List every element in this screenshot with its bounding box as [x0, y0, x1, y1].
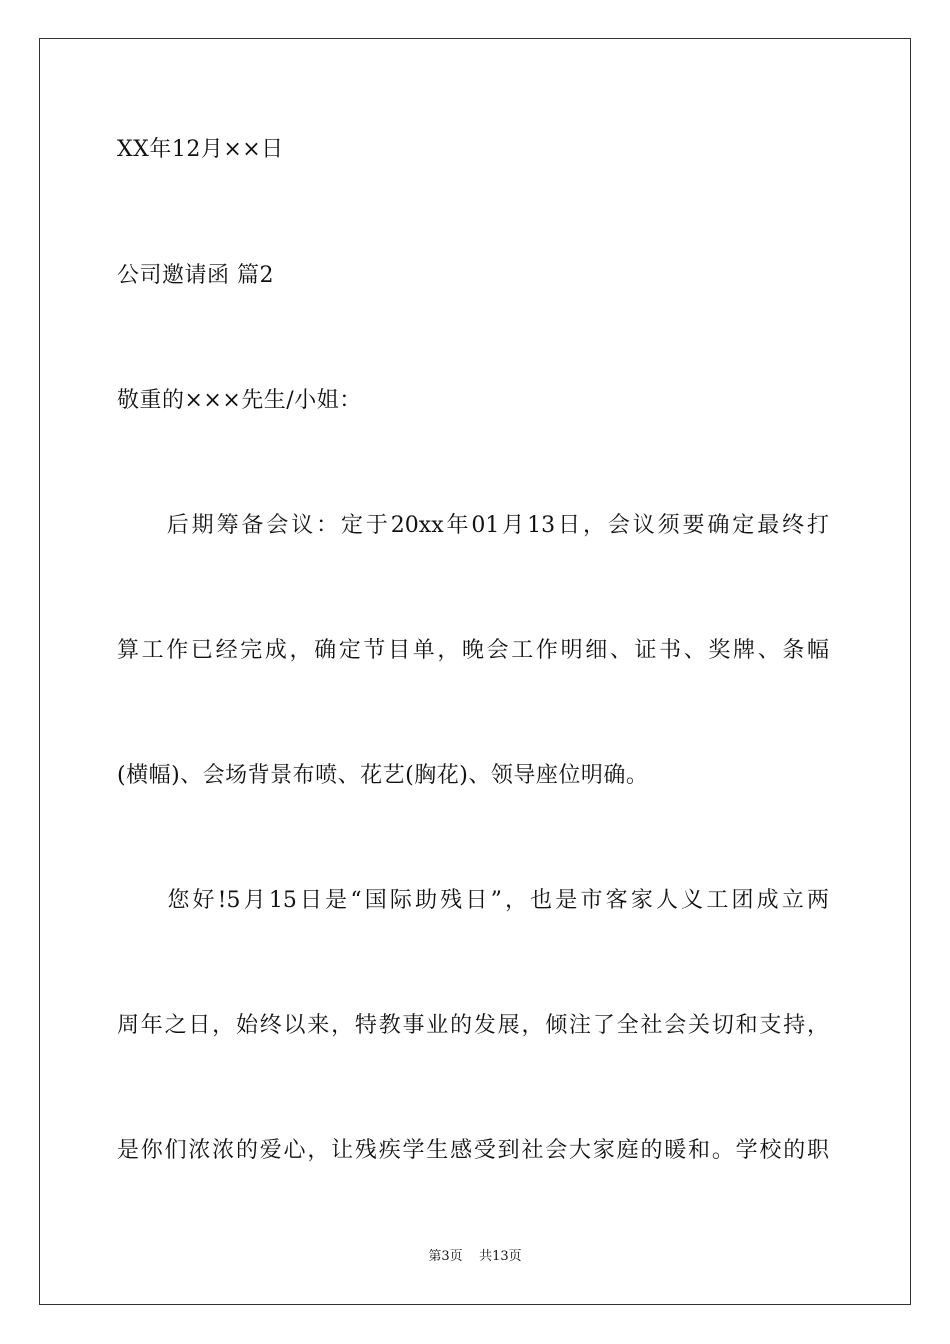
- date-line: XX年12月××日: [117, 137, 284, 162]
- section-heading: 公司邀请函 篇2: [117, 263, 274, 288]
- salutation: 敬重的×××先生/小姐：: [117, 388, 362, 413]
- page-frame: [39, 38, 911, 1305]
- page-footer: [0, 1249, 950, 1265]
- paragraph-line: 后期筹备会议：定于20xx年01月13日，会议须要确定最终打: [117, 513, 829, 538]
- paragraph-line: 算工作已经完成，确定节目单，晚会工作明细、证书、奖牌、条幅: [117, 638, 829, 663]
- paragraph-line: 是你们浓浓的爱心，让残疾学生感受到社会大家庭的暖和。学校的职: [117, 1138, 829, 1163]
- page-number: 第3页: [428, 1249, 463, 1264]
- paragraph-line: 您好!5月15日是“国际助残日”，也是市客家人义工团成立两: [117, 888, 829, 913]
- paragraph-line: (横幅)、会场背景布喷、花艺(胸花)、领导座位明确。: [117, 763, 649, 788]
- page-total: 共13页: [479, 1249, 522, 1264]
- paragraph-line: 周年之日，始终以来，特教事业的发展，倾注了全社会关切和支持，: [117, 1013, 829, 1038]
